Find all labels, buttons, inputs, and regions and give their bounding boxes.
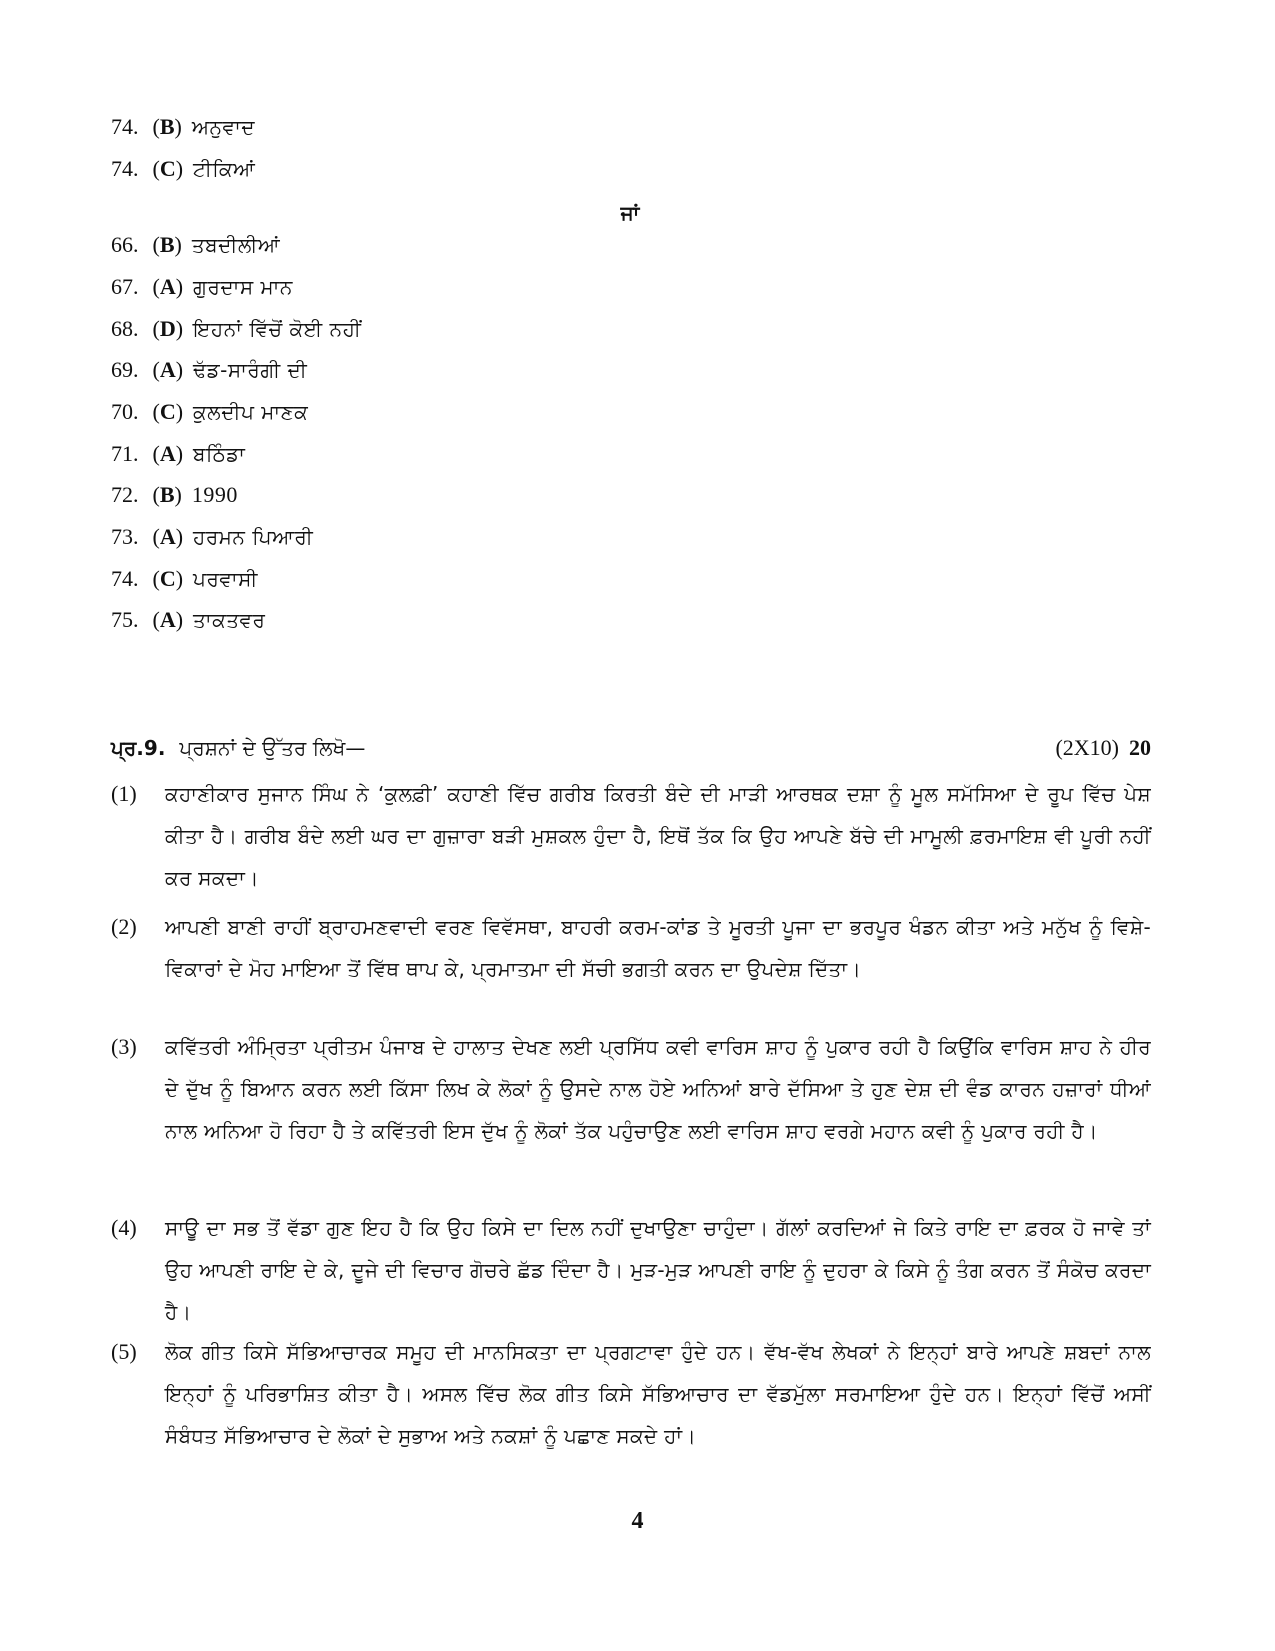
answer-option: A [159, 607, 176, 632]
answer-number: 67. [111, 274, 139, 299]
answer-option: D [159, 316, 176, 341]
answer-paragraph [111, 1331, 1151, 1457]
answer-paragraph [111, 906, 1151, 990]
paragraph-number: (3) [111, 1034, 137, 1059]
paragraph-number: (2) [111, 914, 137, 939]
paragraph-text: ਕਹਾਣੀਕਾਰ ਸੁਜਾਨ ਸਿੰਘ ਨੇ ‘ਕੁਲਫ਼ੀ’ ਕਹਾਣੀ ਵਿੱਚ ਗਰੀਬ ਕਿਰਤੀ ਬੰਦੇ ਦੀ ਮਾੜੀ ਆਰਥਕ ਦਸ਼ਾ ਨੂੰ ਮੂਲ ਸਮੱਸਿਆ ਦੇ ਰੂਪ ਵਿੱਚ ਪੇਸ਼ ਕੀਤਾ ਹੈ। ਗਰੀਬ ਬੰਦੇ ਲਈ ਘਰ ਦਾ ਗੁਜ਼ਾਰਾ ਬੜੀ ਮੁਸ਼ਕਲ ਹੁੰਦਾ ਹੈ, ਇਥੋਂ ਤੱਕ ਕਿ ਉਹ ਆਪਣੇ ਬੱਚੇ ਦੀ ਮਾਮੂਲੀ ਫ਼ਰਮਾਇਸ਼ ਵੀ ਪੂਰੀ ਨਹੀਂ ਕਰ ਸਕਦਾ। [165, 782, 1151, 890]
answer-number: 74. [111, 114, 139, 139]
paragraph-text: ਲੋਕ ਗੀਤ ਕਿਸੇ ਸੱਭਿਆਚਾਰਕ ਸਮੂਹ ਦੀ ਮਾਨਸਿਕਤਾ ਦਾ ਪ੍ਰਗਟਾਵਾ ਹੁੰਦੇ ਹਨ। ਵੱਖ-ਵੱਖ ਲੇਖਕਾਂ ਨੇ ਇਨ੍ਹਾਂ ਬਾਰੇ ਆਪਣੇ ਸ਼ਬਦਾਂ ਨਾਲ ਇਨ੍ਹਾਂ ਨੂੰ ਪਰਿਭਾਸ਼ਿਤ ਕੀਤਾ ਹੈ। ਅਸਲ ਵਿੱਚ ਲੋਕ ਗੀਤ ਕਿਸੇ ਸੱਭਿਆਚਾਰ ਦਾ ਵੱਡਮੁੱਲਾ ਸਰਮਾਇਆ ਹੁੰਦੇ ਹਨ। ਇਨ੍ਹਾਂ ਵਿੱਚੋਂ ਅਸੀਂ ਸੰਬੰਧਤ ਸੱਭਿਆਚਾਰ ਦੇ ਲੋਕਾਂ ਦੇ ਸੁਭਾਅ ਅਤੇ ਨਕਸ਼ਾਂ ਨੂੰ ਪਛਾਣ ਸਕਦੇ ਹਾਂ। [165, 1340, 1151, 1448]
paragraph-number: (5) [111, 1339, 137, 1364]
answer-text: 1990 [191, 482, 238, 507]
answer-number: 68. [111, 316, 139, 341]
marks-split: (2X10) [1055, 735, 1119, 760]
answer-text: ਕੁਲਦੀਪ ਮਾਣਕ [193, 400, 309, 424]
answer-line: 74. (C) ਪਰਵਾਸੀ [111, 566, 258, 591]
answer-option: B [159, 232, 175, 257]
answer-line: 75. (A) ਤਾਕਤਵਰ [111, 607, 266, 632]
answer-option: A [159, 357, 176, 382]
answer-number: 73. [111, 524, 139, 549]
answer-text: ਬਠਿੰਡਾ [193, 442, 246, 466]
answer-number: 74. [111, 566, 139, 591]
paragraph-text: ਆਪਣੀ ਬਾਣੀ ਰਾਹੀਂ ਬ੍ਰਾਹਮਣਵਾਦੀ ਵਰਣ ਵਿਵੱਸਥਾ, ਬਾਹਰੀ ਕਰਮ-ਕਾਂਡ ਤੇ ਮੂਰਤੀ ਪੂਜਾ ਦਾ ਭਰਪੂਰ ਖੰਡਨ ਕੀਤਾ ਅਤੇ ਮਨੁੱਖ ਨੂੰ ਵਿਸ਼ੇ-ਵਿਕਾਰਾਂ ਦੇ ਮੋਹ ਮਾਇਆ ਤੋਂ ਵਿੱਥ ਥਾਪ ਕੇ, ਪ੍ਰਮਾਤਮਾ ਦੀ ਸੱਚੀ ਭਗਤੀ ਕਰਨ ਦਾ ਉਪਦੇਸ਼ ਦਿੱਤਾ। [165, 915, 1151, 981]
answer-number: 72. [111, 482, 139, 507]
paragraph-text: ਸਾਊ ਦਾ ਸਭ ਤੋਂ ਵੱਡਾ ਗੁਣ ਇਹ ਹੈ ਕਿ ਉਹ ਕਿਸੇ ਦਾ ਦਿਲ ਨਹੀਂ ਦੁਖਾਉਣਾ ਚਾਹੁੰਦਾ। ਗੱਲਾਂ ਕਰਦਿਆਂ ਜੇ ਕਿਤੇ ਰਾਇ ਦਾ ਫ਼ਰਕ ਹੋ ਜਾਵੇ ਤਾਂ ਉਹ ਆਪਣੀ ਰਾਇ ਦੇ ਕੇ, ਦੂਜੇ ਦੀ ਵਿਚਾਰ ਗੋਚਰੇ ਛੱਡ ਦਿੰਦਾ ਹੈ। ਮੁੜ-ਮੁੜ ਆਪਣੀ ਰਾਇ ਨੂੰ ਦੁਹਰਾ ਕੇ ਕਿਸੇ ਨੂੰ ਤੰਗ ਕਰਨ ਤੋਂ ਸੰਕੋਚ ਕਰਦਾ ਹੈ। [165, 1216, 1151, 1324]
answer-text: ਤਬਦੀਲੀਆਂ [191, 233, 281, 257]
answer-option: B [159, 482, 175, 507]
answer-option: A [159, 524, 176, 549]
answer-paragraph [111, 1026, 1151, 1152]
answer-text: ਗੁਰਦਾਸ ਮਾਨ [193, 275, 293, 299]
answer-paragraph [111, 1207, 1151, 1333]
answer-text: ਹਰਮਨ ਪਿਆਰੀ [193, 525, 314, 549]
page-number: 4 [631, 1508, 644, 1534]
answer-option: A [159, 274, 176, 299]
answer-text: ਅਨੁਵਾਦ [191, 115, 256, 139]
paragraph-number: (1) [111, 781, 137, 806]
answer-option: C [159, 399, 176, 424]
answer-line: 70. (C) ਕੁਲਦੀਪ ਮਾਣਕ [111, 399, 309, 424]
answer-number: 74. [111, 156, 139, 181]
answer-option: C [159, 156, 176, 181]
or-separator: ਜਾਂ [620, 201, 640, 225]
answer-option: B [159, 114, 175, 139]
answer-number: 75. [111, 607, 139, 632]
paragraph-number: (4) [111, 1215, 137, 1240]
answer-text: ਟੀਕਿਆਂ [193, 157, 256, 181]
answer-line: 69. (A) ਢੱਡ-ਸਾਰੰਗੀ ਦੀ [111, 357, 308, 382]
answer-line: 68. (D) ਇਹਨਾਂ ਵਿੱਚੋਂ ਕੋਈ ਨਹੀਂ [111, 316, 362, 341]
paragraph-text: ਕਵਿੱਤਰੀ ਅੰਮ੍ਰਿਤਾ ਪ੍ਰੀਤਮ ਪੰਜਾਬ ਦੇ ਹਾਲਾਤ ਦੇਖਣ ਲਈ ਪ੍ਰਸਿੱਧ ਕਵੀ ਵਾਰਿਸ ਸ਼ਾਹ ਨੂੰ ਪੁਕਾਰ ਰਹੀ ਹੈ ਕਿਉਂਕਿ ਵਾਰਿਸ ਸ਼ਾਹ ਨੇ ਹੀਰ ਦੇ ਦੁੱਖ ਨੂੰ ਬਿਆਨ ਕਰਨ ਲਈ ਕਿੱਸਾ ਲਿਖ ਕੇ ਲੋਕਾਂ ਨੂੰ ਉਸਦੇ ਨਾਲ ਹੋਏ ਅਨਿਆਂ ਬਾਰੇ ਦੱਸਿਆ ਤੇ ਹੁਣ ਦੇਸ਼ ਦੀ ਵੰਡ ਕਾਰਨ ਹਜ਼ਾਰਾਂ ਧੀਆਂ ਨਾਲ ਅਨਿਆ ਹੋ ਰਿਹਾ ਹੈ ਤੇ ਕਵਿੱਤਰੀ ਇਸ ਦੁੱਖ ਨੂੰ ਲੋਕਾਂ ਤੱਕ ਪਹੁੰਚਾਉਣ ਲਈ ਵਾਰਿਸ ਸ਼ਾਹ ਵਰਗੇ ਮਹਾਨ ਕਵੀ ਨੂੰ ਪੁਕਾਰ ਰਹੀ ਹੈ। [165, 1035, 1151, 1143]
answer-option: A [159, 441, 176, 466]
question-text: ਪ੍ਰਸ਼ਨਾਂ ਦੇ ਉੱਤਰ ਲਿਖੋ— [179, 736, 366, 760]
answer-text: ਤਾਕਤਵਰ [193, 608, 266, 632]
answer-option: C [159, 566, 176, 591]
answer-number: 71. [111, 441, 139, 466]
answer-paragraph [111, 773, 1151, 899]
answer-line: 73. (A) ਹਰਮਨ ਪਿਆਰੀ [111, 524, 314, 549]
answer-line: 74. (C) ਟੀਕਿਆਂ [111, 156, 256, 181]
answer-text: ਪਰਵਾਸੀ [193, 567, 258, 591]
answer-text: ਇਹਨਾਂ ਵਿੱਚੋਂ ਕੋਈ ਨਹੀਂ [193, 317, 362, 341]
answer-number: 69. [111, 357, 139, 382]
marks-total: 20 [1129, 735, 1151, 760]
answer-number: 66. [111, 232, 139, 257]
answer-number: 70. [111, 399, 139, 424]
answer-line: 67. (A) ਗੁਰਦਾਸ ਮਾਨ [111, 274, 293, 299]
question-marks [1055, 730, 1151, 766]
answer-text: ਢੱਡ-ਸਾਰੰਗੀ ਦੀ [193, 358, 308, 382]
question-heading [111, 730, 1151, 766]
answer-line: 66. (B) ਤਬਦੀਲੀਆਂ [111, 232, 281, 257]
question-number: ਪ੍ਰ.9. [111, 736, 166, 760]
answer-line: 72. (B) 1990 [111, 482, 238, 507]
answer-line: 71. (A) ਬਠਿੰਡਾ [111, 441, 246, 466]
answer-line: 74. (B) ਅਨੁਵਾਦ [111, 114, 256, 139]
